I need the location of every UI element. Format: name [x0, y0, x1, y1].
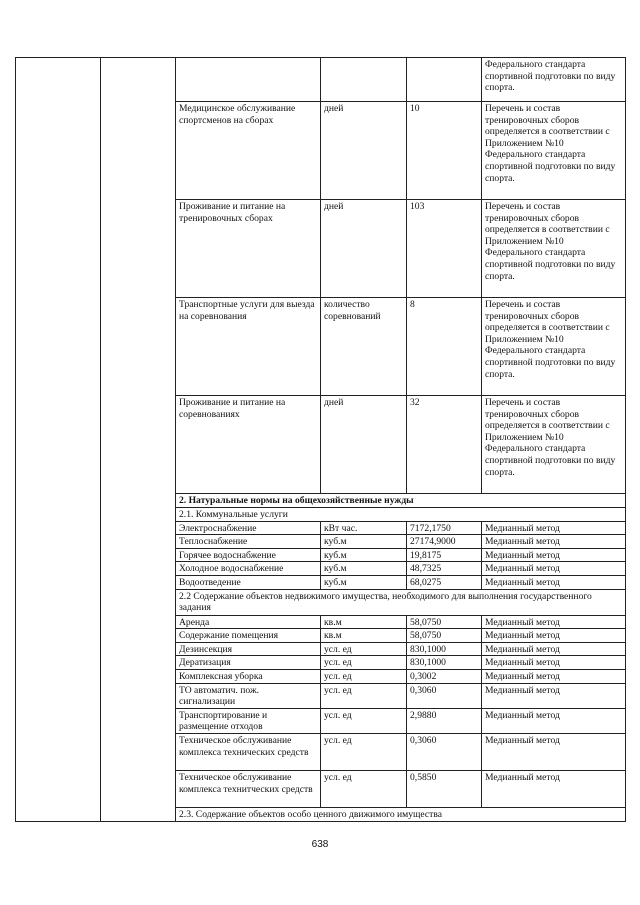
unit-cell: усл. ед: [321, 733, 407, 770]
note-cell: Медианный метод: [482, 548, 626, 562]
value-cell: 10: [407, 102, 482, 200]
note-cell: Медианный метод: [482, 669, 626, 683]
unit-cell: дней: [321, 102, 407, 200]
unit-cell: усл. ед: [321, 642, 407, 656]
value-cell: 19,8175: [407, 548, 482, 562]
note-cell: Медианный метод: [482, 733, 626, 770]
unit-cell: количество соревнований: [321, 298, 407, 396]
item-name-cell: Холодное водоснабжение: [176, 562, 321, 576]
section-heading: 2.2 Содержание объектов недвижимого имущества, необходимого для выполнения государственного задания: [176, 589, 626, 615]
note-cell: Перечень и состав тренировочных сборов определяется в соответствии с Приложением №10 Федерального стандарта спортивной подготовки по виду спорта.: [482, 298, 626, 396]
value-cell: 7172,1750: [407, 521, 482, 535]
value-cell: 830,1000: [407, 656, 482, 670]
item-name-cell: Электроснабжение: [176, 521, 321, 535]
value-cell: 0,3060: [407, 683, 482, 708]
item-name-cell: Транспортные услуги для выезда на соревнования: [176, 298, 321, 396]
note-cell: Медианный метод: [482, 535, 626, 549]
item-name-cell: [176, 58, 321, 102]
value-cell: 2,9880: [407, 708, 482, 733]
item-name-cell: Техническое обслуживание комплекса технитческих средств: [176, 770, 321, 807]
value-cell: 0,3060: [407, 733, 482, 770]
item-name-cell: Теплоснабжение: [176, 535, 321, 549]
item-name-cell: Дезинсекция: [176, 642, 321, 656]
unit-cell: куб.м: [321, 535, 407, 549]
section-heading: 2. Натуральные нормы на общехозяйственные нужды: [176, 494, 626, 508]
norms-table: [15, 57, 626, 822]
unit-cell: усл. ед: [321, 669, 407, 683]
note-cell: Федерального стандарта спортивной подготовки по виду спорта.: [482, 58, 626, 102]
outer-column-2: [101, 58, 176, 822]
section-heading: 2.1. Коммунальные услуги: [176, 508, 626, 522]
value-cell: 58,0750: [407, 615, 482, 629]
item-name-cell: Техническое обслуживание комплекса технических средств: [176, 733, 321, 770]
unit-cell: куб.м: [321, 562, 407, 576]
value-cell: 0,3002: [407, 669, 482, 683]
item-name-cell: ТО автоматич. пож. сигнализации: [176, 683, 321, 708]
note-cell: Перечень и состав тренировочных сборов определяется в соответствии с Приложением №10 Федерального стандарта спортивной подготовки по виду спорта.: [482, 200, 626, 298]
value-cell: 58,0750: [407, 629, 482, 643]
note-cell: Медианный метод: [482, 683, 626, 708]
unit-cell: усл. ед: [321, 683, 407, 708]
item-name-cell: Медицинское обслуживание спортсменов на сборах: [176, 102, 321, 200]
unit-cell: куб.м: [321, 575, 407, 589]
item-name-cell: Горячее водоснабжение: [176, 548, 321, 562]
value-cell: [407, 58, 482, 102]
note-cell: Перечень и состав тренировочных сборов определяется в соответствии с Приложением №10 Федерального стандарта спортивной подготовки по виду спорта.: [482, 396, 626, 494]
unit-cell: кВт час.: [321, 521, 407, 535]
unit-cell: [321, 58, 407, 102]
item-name-cell: Транспортирование и размещение отходов: [176, 708, 321, 733]
unit-cell: усл. ед: [321, 656, 407, 670]
table-row: [16, 58, 626, 102]
note-cell: Медианный метод: [482, 656, 626, 670]
value-cell: 27174,9000: [407, 535, 482, 549]
unit-cell: дней: [321, 200, 407, 298]
note-cell: Перечень и состав тренировочных сборов определяется в соответствии с Приложением №10 Федерального стандарта спортивной подготовки по виду спорта.: [482, 102, 626, 200]
unit-cell: усл. ед: [321, 770, 407, 807]
note-cell: Медианный метод: [482, 708, 626, 733]
value-cell: 32: [407, 396, 482, 494]
value-cell: 830,1000: [407, 642, 482, 656]
note-cell: Медианный метод: [482, 562, 626, 576]
note-cell: Медианный метод: [482, 575, 626, 589]
outer-column-1: [16, 58, 101, 822]
note-cell: Медианный метод: [482, 770, 626, 807]
unit-cell: усл. ед: [321, 708, 407, 733]
item-name-cell: Проживание и питание на тренировочных сборах: [176, 200, 321, 298]
value-cell: 103: [407, 200, 482, 298]
value-cell: 48,7325: [407, 562, 482, 576]
item-name-cell: Содержание помещения: [176, 629, 321, 643]
section-heading: 2.3. Содержание объектов особо ценного движимого имущества: [176, 807, 626, 821]
value-cell: 8: [407, 298, 482, 396]
value-cell: 0,5850: [407, 770, 482, 807]
unit-cell: дней: [321, 396, 407, 494]
note-cell: Медианный метод: [482, 521, 626, 535]
unit-cell: кв.м: [321, 629, 407, 643]
item-name-cell: Водоотведение: [176, 575, 321, 589]
page-number: 638: [311, 839, 329, 850]
item-name-cell: Комплексная уборка: [176, 669, 321, 683]
unit-cell: кв.м: [321, 615, 407, 629]
note-cell: Медианный метод: [482, 629, 626, 643]
value-cell: 68,0275: [407, 575, 482, 589]
note-cell: Медианный метод: [482, 615, 626, 629]
item-name-cell: Аренда: [176, 615, 321, 629]
item-name-cell: Дератизация: [176, 656, 321, 670]
item-name-cell: Проживание и питание на соревнованиях: [176, 396, 321, 494]
unit-cell: куб.м: [321, 548, 407, 562]
note-cell: Медианный метод: [482, 642, 626, 656]
